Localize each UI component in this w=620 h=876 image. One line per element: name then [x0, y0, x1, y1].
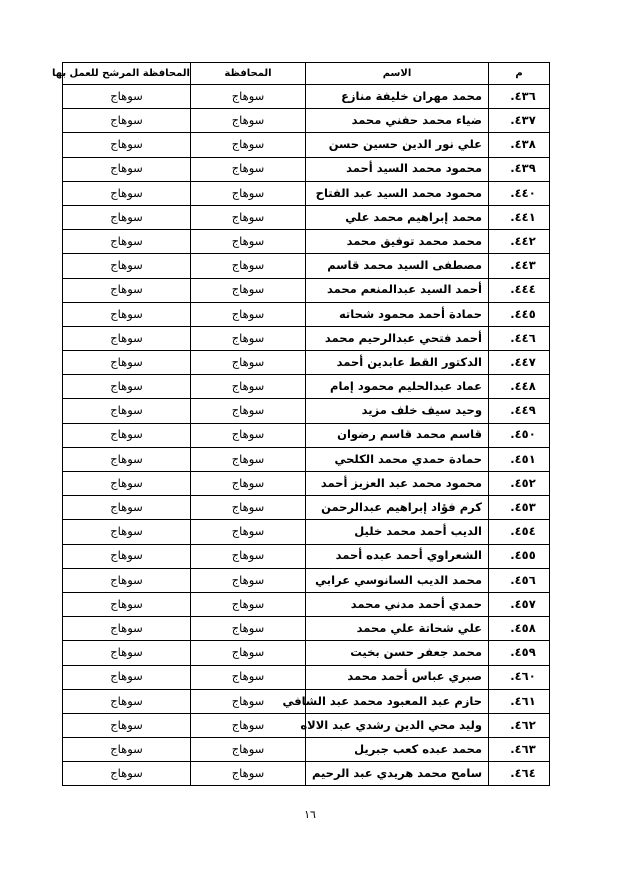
row-name: محمود محمد السيد أحمد	[306, 157, 489, 181]
row-governorate: سوهاج	[191, 399, 306, 423]
row-num: ٤٥٠.	[489, 423, 550, 447]
row-candidate-governorate: سوهاج	[63, 713, 191, 737]
row-governorate: سوهاج	[191, 254, 306, 278]
candidates-table	[51, 62, 550, 786]
row-candidate-governorate: سوهاج	[63, 205, 191, 229]
table-row	[63, 496, 550, 520]
table-row	[63, 351, 550, 375]
row-name: محمد محمد توفيق محمد	[306, 230, 489, 254]
row-candidate-governorate: سوهاج	[63, 496, 191, 520]
row-num: ٤٦٤.	[489, 762, 550, 786]
row-candidate-governorate: سوهاج	[63, 641, 191, 665]
header-candidate-governorate: المحافظة المرشح للعمل بها	[63, 63, 191, 85]
row-num: ٤٤٩.	[489, 399, 550, 423]
row-governorate: سوهاج	[191, 181, 306, 205]
table-row	[63, 592, 550, 616]
row-name: حمدي أحمد مدني محمد	[306, 592, 489, 616]
row-candidate-governorate: سوهاج	[63, 230, 191, 254]
table-row	[63, 520, 550, 544]
row-num: ٤٣٨.	[489, 133, 550, 157]
table-row	[63, 447, 550, 471]
table-row	[63, 617, 550, 641]
row-num: ٤٣٩.	[489, 157, 550, 181]
row-candidate-governorate: سوهاج	[63, 592, 191, 616]
row-name: محمد جعفر حسن بخيت	[306, 641, 489, 665]
table-body	[63, 85, 550, 786]
row-governorate: سوهاج	[191, 133, 306, 157]
row-num: ٤٦١.	[489, 689, 550, 713]
row-name: أحمد السيد عبدالمنعم محمد	[306, 278, 489, 302]
row-num: ٤٥٣.	[489, 496, 550, 520]
row-num: ٤٤٢.	[489, 230, 550, 254]
row-governorate: سوهاج	[191, 544, 306, 568]
row-candidate-governorate: سوهاج	[63, 689, 191, 713]
table-row	[63, 399, 550, 423]
row-governorate: سوهاج	[191, 472, 306, 496]
row-num: ٤٥٨.	[489, 617, 550, 641]
row-name: عماد عبدالحليم محمود إمام	[306, 375, 489, 399]
row-governorate: سوهاج	[191, 205, 306, 229]
table-row	[63, 157, 550, 181]
row-num: ٤٣٧.	[489, 109, 550, 133]
row-name: حمادة أحمد محمود شحاته	[306, 302, 489, 326]
table-row	[63, 689, 550, 713]
row-num: ٤٤١.	[489, 205, 550, 229]
header-name: الاسم	[306, 63, 489, 85]
row-num: ٤٥١.	[489, 447, 550, 471]
table-row	[63, 738, 550, 762]
row-governorate: سوهاج	[191, 568, 306, 592]
row-candidate-governorate: سوهاج	[63, 472, 191, 496]
table-row	[63, 85, 550, 109]
row-candidate-governorate: سوهاج	[63, 423, 191, 447]
row-governorate: سوهاج	[191, 496, 306, 520]
row-name: حازم عبد المعبود محمد عبد الشافي	[306, 689, 489, 713]
table-row	[63, 302, 550, 326]
row-governorate: سوهاج	[191, 738, 306, 762]
table-row	[63, 641, 550, 665]
row-candidate-governorate: سوهاج	[63, 520, 191, 544]
row-candidate-governorate: سوهاج	[63, 278, 191, 302]
row-name: محمد عبده كعب جبريل	[306, 738, 489, 762]
table-row	[63, 181, 550, 205]
table-row	[63, 423, 550, 447]
row-candidate-governorate: سوهاج	[63, 254, 191, 278]
table-header-row	[63, 63, 550, 85]
row-name: علي شحاتة علي محمد	[306, 617, 489, 641]
row-candidate-governorate: سوهاج	[63, 399, 191, 423]
row-governorate: سوهاج	[191, 447, 306, 471]
row-governorate: سوهاج	[191, 351, 306, 375]
row-governorate: سوهاج	[191, 641, 306, 665]
row-governorate: سوهاج	[191, 157, 306, 181]
row-name: محمود محمد عبد العزيز أحمد	[306, 472, 489, 496]
table-row	[63, 278, 550, 302]
row-governorate: سوهاج	[191, 278, 306, 302]
row-candidate-governorate: سوهاج	[63, 326, 191, 350]
table-row	[63, 713, 550, 737]
row-name: صبري عباس أحمد محمد	[306, 665, 489, 689]
row-candidate-governorate: سوهاج	[63, 617, 191, 641]
row-governorate: سوهاج	[191, 375, 306, 399]
row-candidate-governorate: سوهاج	[63, 351, 191, 375]
row-num: ٤٤٠.	[489, 181, 550, 205]
row-governorate: سوهاج	[191, 617, 306, 641]
row-name: قاسم محمد قاسم رضوان	[306, 423, 489, 447]
row-num: ٤٦٠.	[489, 665, 550, 689]
row-num: ٤٣٦.	[489, 85, 550, 109]
row-candidate-governorate: سوهاج	[63, 568, 191, 592]
table-row	[63, 254, 550, 278]
row-num: ٤٤٧.	[489, 351, 550, 375]
row-governorate: سوهاج	[191, 665, 306, 689]
row-name: كرم فؤاد إبراهيم عبدالرحمن	[306, 496, 489, 520]
row-candidate-governorate: سوهاج	[63, 302, 191, 326]
row-name: محمد مهران خليفة منازع	[306, 85, 489, 109]
row-num: ٤٥٦.	[489, 568, 550, 592]
row-name: محمد الديب السانوسي عرابي	[306, 568, 489, 592]
row-governorate: سوهاج	[191, 85, 306, 109]
row-governorate: سوهاج	[191, 762, 306, 786]
row-num: ٤٥٢.	[489, 472, 550, 496]
row-candidate-governorate: سوهاج	[63, 109, 191, 133]
table-row	[63, 133, 550, 157]
candidates-table-container	[51, 62, 549, 786]
row-governorate: سوهاج	[191, 713, 306, 737]
row-num: ٤٦٢.	[489, 713, 550, 737]
row-name: حمادة حمدي محمد الكلحي	[306, 447, 489, 471]
row-candidate-governorate: سوهاج	[63, 157, 191, 181]
table-row	[63, 568, 550, 592]
row-candidate-governorate: سوهاج	[63, 375, 191, 399]
row-name: وليد محي الدين رشدي عبد الالاه	[306, 713, 489, 737]
row-name: محمود محمد السيد عبد الفتاح	[306, 181, 489, 205]
row-governorate: سوهاج	[191, 230, 306, 254]
row-candidate-governorate: سوهاج	[63, 85, 191, 109]
row-num: ٤٥٩.	[489, 641, 550, 665]
row-candidate-governorate: سوهاج	[63, 762, 191, 786]
row-num: ٤٥٥.	[489, 544, 550, 568]
page-number: ١٦	[304, 808, 316, 821]
row-name: وحيد سيف خلف مزيد	[306, 399, 489, 423]
row-name: الدكتور القط عابدين أحمد	[306, 351, 489, 375]
table-row	[63, 205, 550, 229]
row-name: أحمد فتحي عبدالرحيم محمد	[306, 326, 489, 350]
row-governorate: سوهاج	[191, 326, 306, 350]
row-num: ٤٥٤.	[489, 520, 550, 544]
row-name: علي نور الدين حسين حسن	[306, 133, 489, 157]
row-num: ٤٤٦.	[489, 326, 550, 350]
row-candidate-governorate: سوهاج	[63, 133, 191, 157]
row-candidate-governorate: سوهاج	[63, 544, 191, 568]
row-num: ٤٤٥.	[489, 302, 550, 326]
row-name: محمد إبراهيم محمد علي	[306, 205, 489, 229]
row-candidate-governorate: سوهاج	[63, 447, 191, 471]
row-governorate: سوهاج	[191, 592, 306, 616]
row-governorate: سوهاج	[191, 520, 306, 544]
row-num: ٤٤٤.	[489, 278, 550, 302]
row-num: ٤٦٣.	[489, 738, 550, 762]
row-name: الشعراوي أحمد عبده أحمد	[306, 544, 489, 568]
header-governorate: المحافظة	[191, 63, 306, 85]
row-candidate-governorate: سوهاج	[63, 665, 191, 689]
table-row	[63, 544, 550, 568]
row-governorate: سوهاج	[191, 423, 306, 447]
header-num: م	[489, 63, 550, 85]
row-governorate: سوهاج	[191, 302, 306, 326]
table-row	[63, 665, 550, 689]
row-name: سامح محمد هريدي عبد الرحيم	[306, 762, 489, 786]
table-row	[63, 109, 550, 133]
row-governorate: سوهاج	[191, 109, 306, 133]
row-num: ٤٥٧.	[489, 592, 550, 616]
table-row	[63, 230, 550, 254]
row-num: ٤٤٣.	[489, 254, 550, 278]
row-governorate: سوهاج	[191, 689, 306, 713]
row-name: مصطفى السيد محمد قاسم	[306, 254, 489, 278]
row-name: الديب أحمد محمد خليل	[306, 520, 489, 544]
row-candidate-governorate: سوهاج	[63, 181, 191, 205]
table-row	[63, 762, 550, 786]
table-row	[63, 375, 550, 399]
table-row	[63, 326, 550, 350]
row-num: ٤٤٨.	[489, 375, 550, 399]
row-candidate-governorate: سوهاج	[63, 738, 191, 762]
row-name: ضياء محمد حفني محمد	[306, 109, 489, 133]
table-row	[63, 472, 550, 496]
